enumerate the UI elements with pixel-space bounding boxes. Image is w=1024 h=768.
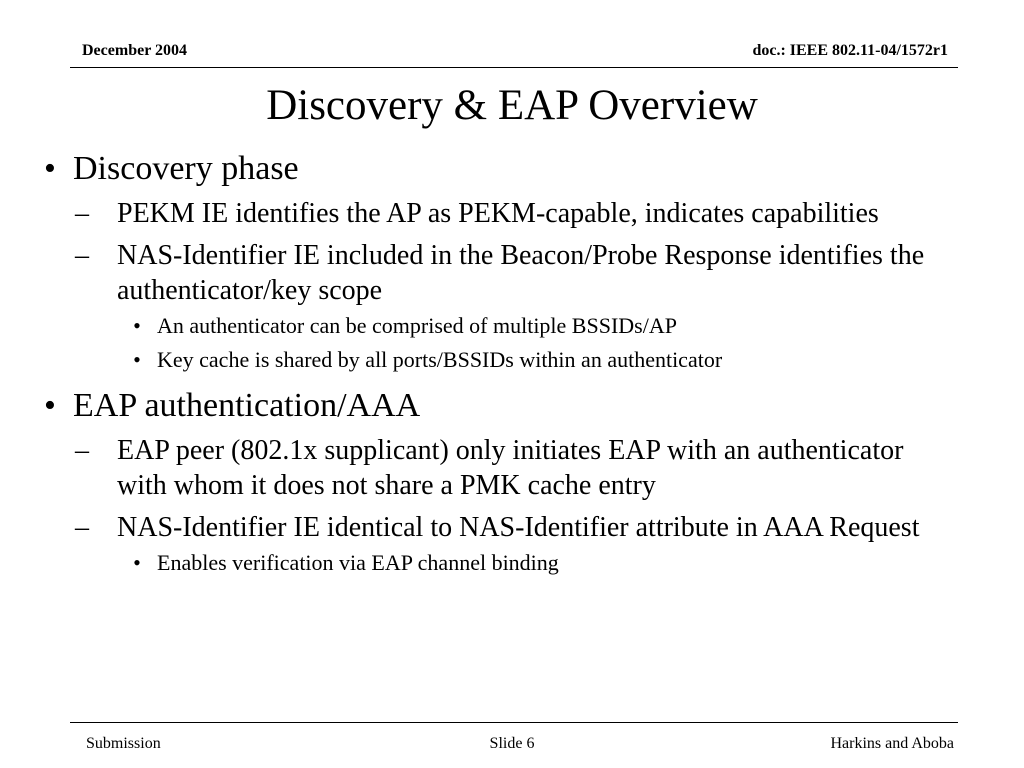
footer-slide-number: Slide 6 <box>489 735 535 752</box>
subbullet-text: PEKM IE identifies the AP as PEKM-capable, indicates capabilities <box>117 198 879 229</box>
header-divider <box>70 67 958 68</box>
bullet-eap-authentication <box>30 383 940 429</box>
header-doc-id: doc.: IEEE 802.11-04/1572r1 <box>752 42 948 59</box>
bullet-dot-icon: • <box>133 550 141 575</box>
discovery-subitems <box>30 196 940 376</box>
eap-subitems <box>30 433 940 579</box>
footer-authors: Harkins and Aboba <box>830 735 954 752</box>
subsubbullet-authenticator-bssids <box>117 310 940 342</box>
subbullet-text: NAS-Identifier IE identical to NAS-Identifier attribute in AAA Request <box>117 512 920 543</box>
dash-icon: – <box>75 240 89 271</box>
subbullet-nas-identifier-attribute <box>75 510 940 579</box>
subbullet-pekm-ie <box>75 196 940 231</box>
dash-icon: – <box>75 512 89 543</box>
bullet-discovery-phase <box>30 146 940 192</box>
subsubbullet-key-cache <box>117 344 940 376</box>
slide-body <box>30 146 940 586</box>
footer-divider <box>70 722 958 723</box>
subsubbullet-text: Key cache is shared by all ports/BSSIDs within an authenticator <box>157 347 723 372</box>
bullet-text: EAP authentication/AAA <box>73 387 421 424</box>
bullet-dot-icon: • <box>44 387 56 424</box>
slide-title: Discovery & EAP Overview <box>266 82 758 129</box>
subbullet-text: NAS-Identifier IE included in the Beacon/Probe Response identifies the authenticator/key scope <box>117 240 925 306</box>
subbullet-nas-identifier-ie <box>75 238 940 376</box>
dash-icon: – <box>75 198 89 229</box>
subsubbullet-text: Enables verification via EAP channel binding <box>157 550 559 575</box>
bullet-dot-icon: • <box>44 150 56 187</box>
subbullet-eap-peer <box>75 433 940 503</box>
footer-submission: Submission <box>86 735 161 752</box>
subsubbullet-channel-binding <box>117 547 940 579</box>
bullet-text: Discovery phase <box>73 150 299 187</box>
bullet-dot-icon: • <box>133 347 141 372</box>
header-date: December 2004 <box>82 42 187 59</box>
subsubbullet-text: An authenticator can be comprised of multiple BSSIDs/AP <box>157 313 677 338</box>
subbullet-text: EAP peer (802.1x supplicant) only initiates EAP with an authenticator with whom it does not share a PMK cache entry <box>117 435 904 501</box>
bullet-dot-icon: • <box>133 313 141 338</box>
dash-icon: – <box>75 435 89 466</box>
